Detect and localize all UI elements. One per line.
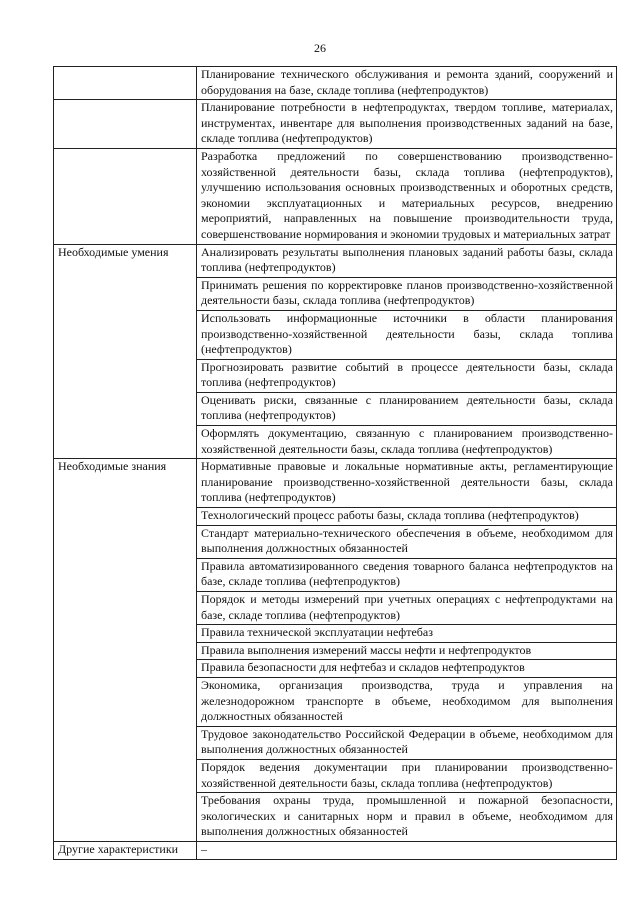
knowledge-item: Порядок и методы измерений при учетных операциях с нефтепродуктами на базе, складе топлива (нефтепродуктов)	[197, 592, 617, 625]
knowledge-item: Правила технической эксплуатации нефтебаз	[197, 625, 617, 643]
knowledge-item: Экономика, организация производства, труда и управления на железнодорожном транспорте в объеме, необходимом для выполнения должностных обязанностей	[197, 677, 617, 726]
knowledge-item: Требования охраны труда, промышленной и пожарной безопасности, экологических и санитарных норм и правил в объеме, необходимом для выполнения должностных обязанностей	[197, 793, 617, 842]
other-characteristics-label: Другие характеристики	[54, 841, 197, 859]
knowledge-item: Порядок ведения документации при планировании производственно-хозяйственной деятельности базы, склада топлива (нефтепродуктов)	[197, 759, 617, 792]
table-row	[54, 841, 617, 859]
knowledge-item: Нормативные правовые и локальные нормативные акты, регламентирующие планирование производственно-хозяйственной деятельности базы, склада топлива (нефтепродуктов)	[197, 459, 617, 508]
skill-item: Анализировать результаты выполнения плановых заданий работы базы, склада топлива (нефтепродуктов)	[197, 244, 617, 277]
table-row	[54, 148, 617, 244]
table-row	[54, 244, 617, 277]
knowledge-item: Трудовое законодательство Российской Федерации в объеме, необходимом для выполнения должностных обязанностей	[197, 726, 617, 759]
knowledge-item: Правила автоматизированного сведения товарного баланса нефтепродуктов на базе, складе топлива (нефтепродуктов)	[197, 558, 617, 591]
labor-action-item: Планирование потребности в нефтепродуктах, твердом топливе, материалах, инструментах, инвентаре для выполнения производственных заданий на базе, складе топлива (нефтепродуктов)	[197, 100, 617, 149]
skill-item: Использовать информационные источники в области планирования производственно-хозяйственной деятельности базы, склада топлива (нефтепродуктов)	[197, 310, 617, 359]
knowledge-item: Стандарт материально-технического обеспечения в объеме, необходимом для выполнения должностных обязанностей	[197, 525, 617, 558]
skill-item: Прогнозировать развитие событий в процессе деятельности базы, склада топлива (нефтепродуктов)	[197, 359, 617, 392]
page-number: 26	[314, 41, 326, 55]
requirements-table	[53, 66, 617, 860]
labor-action-item: Разработка предложений по совершенствованию производственно-хозяйственной деятельности базы, склада топлива (нефтепродуктов), улучшению использования основных производственных и оборотных средств, экономии эксплуатационных и материальных ресурсов, внедрению мероприятий, направленных на повышение производительности труда, совершенствование нормирования и экономии трудовых и материальных затрат	[197, 148, 617, 244]
table-row	[54, 100, 617, 149]
skill-item: Принимать решения по корректировке планов производственно-хозяйственной деятельности базы, склада топлива (нефтепродуктов)	[197, 277, 617, 310]
knowledge-item: Правила выполнения измерений массы нефти и нефтепродуктов	[197, 642, 617, 660]
table-row	[54, 459, 617, 508]
skill-item: Оформлять документацию, связанную с планированием производственно-хозяйственной деятельности базы, склада топлива (нефтепродуктов)	[197, 426, 617, 459]
knowledge-label: Необходимые знания	[54, 459, 197, 842]
skills-label: Необходимые умения	[54, 244, 197, 459]
skill-item: Оценивать риски, связанные с планированием деятельности базы, склада топлива (нефтепродуктов)	[197, 392, 617, 425]
table-row	[54, 67, 617, 100]
knowledge-item: Правила безопасности для нефтебаз и складов нефтепродуктов	[197, 660, 617, 678]
continuation-label-cell	[54, 100, 197, 149]
labor-action-item: Планирование технического обслуживания и ремонта зданий, сооружений и оборудования на базе, складе топлива (нефтепродуктов)	[197, 67, 617, 100]
continuation-label-cell	[54, 148, 197, 244]
continuation-label-cell	[54, 67, 197, 100]
other-characteristics-value: –	[197, 841, 617, 859]
knowledge-item: Технологический процесс работы базы, склада топлива (нефтепродуктов)	[197, 508, 617, 526]
